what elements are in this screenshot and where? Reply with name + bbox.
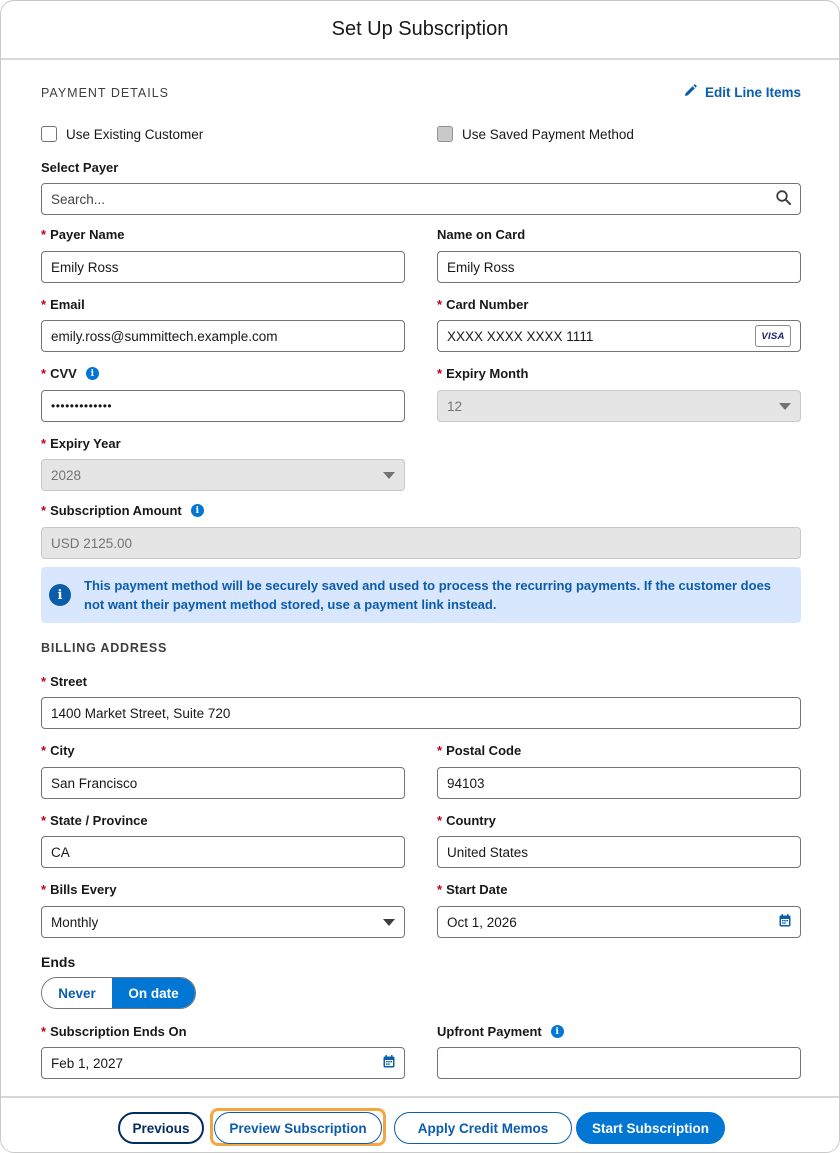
start-date-label xyxy=(437,882,507,897)
street-label xyxy=(41,674,87,689)
postal-code-value: 94103 xyxy=(447,775,485,791)
start-subscription-button[interactable]: Start Subscription xyxy=(576,1112,725,1144)
expiry-year-label xyxy=(41,436,121,451)
email-label xyxy=(41,297,85,312)
bills-every-select[interactable] xyxy=(41,906,405,938)
postal-code-label-text: Postal Code xyxy=(446,743,522,758)
expiry-month-label xyxy=(437,366,528,381)
subscription-ends-on-label-text: Subscription Ends On xyxy=(50,1024,187,1039)
billing-address-heading: BILLING ADDRESS xyxy=(41,641,168,655)
subscription-amount-info-icon[interactable]: i xyxy=(191,504,204,517)
name-on-card-value: Emily Ross xyxy=(447,259,515,275)
bills-every-label-text: Bills Every xyxy=(50,882,117,897)
use-saved-payment-checkbox[interactable] xyxy=(437,126,453,142)
expiry-year-value: 2028 xyxy=(51,467,82,483)
upfront-payment-label-text: Upfront Payment xyxy=(437,1024,542,1039)
ends-on-date-button[interactable]: On date xyxy=(112,978,195,1008)
postal-code-label xyxy=(437,743,521,758)
required-marker: * xyxy=(437,366,443,381)
payment-info-banner xyxy=(41,567,801,623)
email-value: emily.ross@summittech.example.com xyxy=(51,328,278,344)
expiry-month-select[interactable] xyxy=(437,390,801,422)
subscription-ends-on-label xyxy=(41,1024,187,1039)
required-marker: * xyxy=(437,813,443,828)
payment-details-heading: PAYMENT DETAILS xyxy=(41,86,169,100)
state-label xyxy=(41,813,148,828)
street-value: 1400 Market Street, Suite 720 xyxy=(51,705,231,721)
required-marker: * xyxy=(41,503,47,518)
required-marker: * xyxy=(437,882,443,897)
required-marker: * xyxy=(41,674,47,689)
use-existing-customer-option[interactable] xyxy=(41,126,203,142)
postal-code-input[interactable] xyxy=(437,767,801,799)
required-marker: * xyxy=(437,297,443,312)
card-number-label-text: Card Number xyxy=(446,297,529,312)
street-input[interactable] xyxy=(41,697,801,729)
required-marker: * xyxy=(41,743,47,758)
expiry-month-value: 12 xyxy=(447,398,463,414)
ends-toggle-group xyxy=(41,977,196,1009)
preview-subscription-button[interactable]: Preview Subscription xyxy=(214,1112,382,1144)
name-on-card-input[interactable] xyxy=(437,251,801,283)
subscription-amount-value: USD 2125.00 xyxy=(51,535,133,551)
start-date-label-text: Start Date xyxy=(446,882,508,897)
street-label-text: Street xyxy=(50,674,87,689)
bills-every-value: Monthly xyxy=(51,914,99,930)
visa-card-icon: VISA xyxy=(755,325,791,347)
edit-line-items-link[interactable] xyxy=(683,84,801,101)
country-label-text: Country xyxy=(446,813,496,828)
chevron-down-icon xyxy=(383,919,395,926)
start-date-value: Oct 1, 2026 xyxy=(447,914,517,930)
apply-credit-memos-button[interactable]: Apply Credit Memos xyxy=(394,1112,572,1144)
expiry-year-select[interactable] xyxy=(41,459,405,491)
cvv-label-text: CVV xyxy=(50,366,77,381)
cvv-info-icon[interactable]: i xyxy=(86,367,99,380)
payer-name-label xyxy=(41,227,125,242)
required-marker: * xyxy=(41,297,47,312)
state-label-text: State / Province xyxy=(50,813,148,828)
name-on-card-label xyxy=(437,227,525,242)
card-number-input[interactable] xyxy=(437,320,801,352)
select-payer-label xyxy=(41,160,118,175)
card-number-label xyxy=(437,297,528,312)
use-saved-payment-label: Use Saved Payment Method xyxy=(462,126,634,142)
bills-every-label xyxy=(41,882,117,897)
calendar-icon[interactable] xyxy=(383,1055,395,1071)
upfront-payment-input[interactable] xyxy=(437,1047,801,1079)
info-icon: i xyxy=(49,584,71,606)
required-marker: * xyxy=(41,882,47,897)
payer-search-placeholder: Search... xyxy=(51,191,106,207)
edit-line-items-label: Edit Line Items xyxy=(704,85,801,100)
chevron-down-icon xyxy=(779,403,791,410)
state-value: CA xyxy=(51,844,70,860)
city-input[interactable] xyxy=(41,767,405,799)
required-marker: * xyxy=(41,813,47,828)
pencil-icon xyxy=(683,84,697,101)
start-date-input[interactable] xyxy=(437,906,801,938)
name-on-card-label-text: Name on Card xyxy=(437,227,526,242)
cvv-input[interactable] xyxy=(41,390,405,422)
select-payer-label-text: Select Payer xyxy=(41,160,119,175)
required-marker: * xyxy=(437,743,443,758)
payer-name-value: Emily Ross xyxy=(51,259,119,275)
card-number-value: XXXX XXXX XXXX 1111 xyxy=(447,328,594,344)
required-marker: * xyxy=(41,1024,47,1039)
city-value: San Francisco xyxy=(51,775,138,791)
use-saved-payment-option[interactable] xyxy=(437,126,634,142)
cvv-masked-value: ••••••••••••• xyxy=(51,399,113,413)
expiry-year-label-text: Expiry Year xyxy=(50,436,121,451)
country-value: United States xyxy=(447,844,529,860)
country-input[interactable] xyxy=(437,836,801,868)
use-existing-customer-checkbox[interactable] xyxy=(41,126,57,142)
upfront-payment-info-icon[interactable]: i xyxy=(551,1025,564,1038)
previous-button[interactable]: Previous xyxy=(118,1112,204,1144)
payment-info-text: This payment method will be securely saved and used to process the recurring payments. If the customer does not want their payment method stored, use a payment link instead. xyxy=(84,578,772,612)
ends-label: Ends xyxy=(41,954,76,970)
country-label xyxy=(437,813,496,828)
ends-never-button[interactable]: Never xyxy=(42,978,112,1008)
email-label-text: Email xyxy=(50,297,85,312)
modal-body xyxy=(41,60,801,1096)
search-icon xyxy=(776,190,791,208)
payer-name-input[interactable] xyxy=(41,251,405,283)
upfront-payment-label xyxy=(437,1024,564,1039)
required-marker: * xyxy=(41,366,47,381)
chevron-down-icon xyxy=(383,472,395,479)
city-label-text: City xyxy=(50,743,75,758)
use-existing-customer-label: Use Existing Customer xyxy=(66,126,204,142)
required-marker: * xyxy=(41,436,47,451)
payer-search-input[interactable] xyxy=(41,183,801,215)
cvv-label xyxy=(41,366,99,381)
email-field[interactable] xyxy=(41,320,405,352)
subscription-ends-on-input[interactable] xyxy=(41,1047,405,1079)
modal-footer xyxy=(1,1096,839,1153)
subscription-ends-on-value: Feb 1, 2027 xyxy=(51,1055,124,1071)
required-marker: * xyxy=(41,227,47,242)
expiry-month-label-text: Expiry Month xyxy=(446,366,529,381)
modal-header xyxy=(1,1,839,60)
subscription-amount-input xyxy=(41,527,801,559)
payer-name-label-text: Payer Name xyxy=(50,227,125,242)
subscription-amount-label xyxy=(41,503,204,518)
modal-title: Set Up Subscription xyxy=(331,18,509,40)
calendar-icon[interactable] xyxy=(779,914,791,930)
state-input[interactable] xyxy=(41,836,405,868)
subscription-amount-label-text: Subscription Amount xyxy=(50,503,182,518)
city-label xyxy=(41,743,75,758)
